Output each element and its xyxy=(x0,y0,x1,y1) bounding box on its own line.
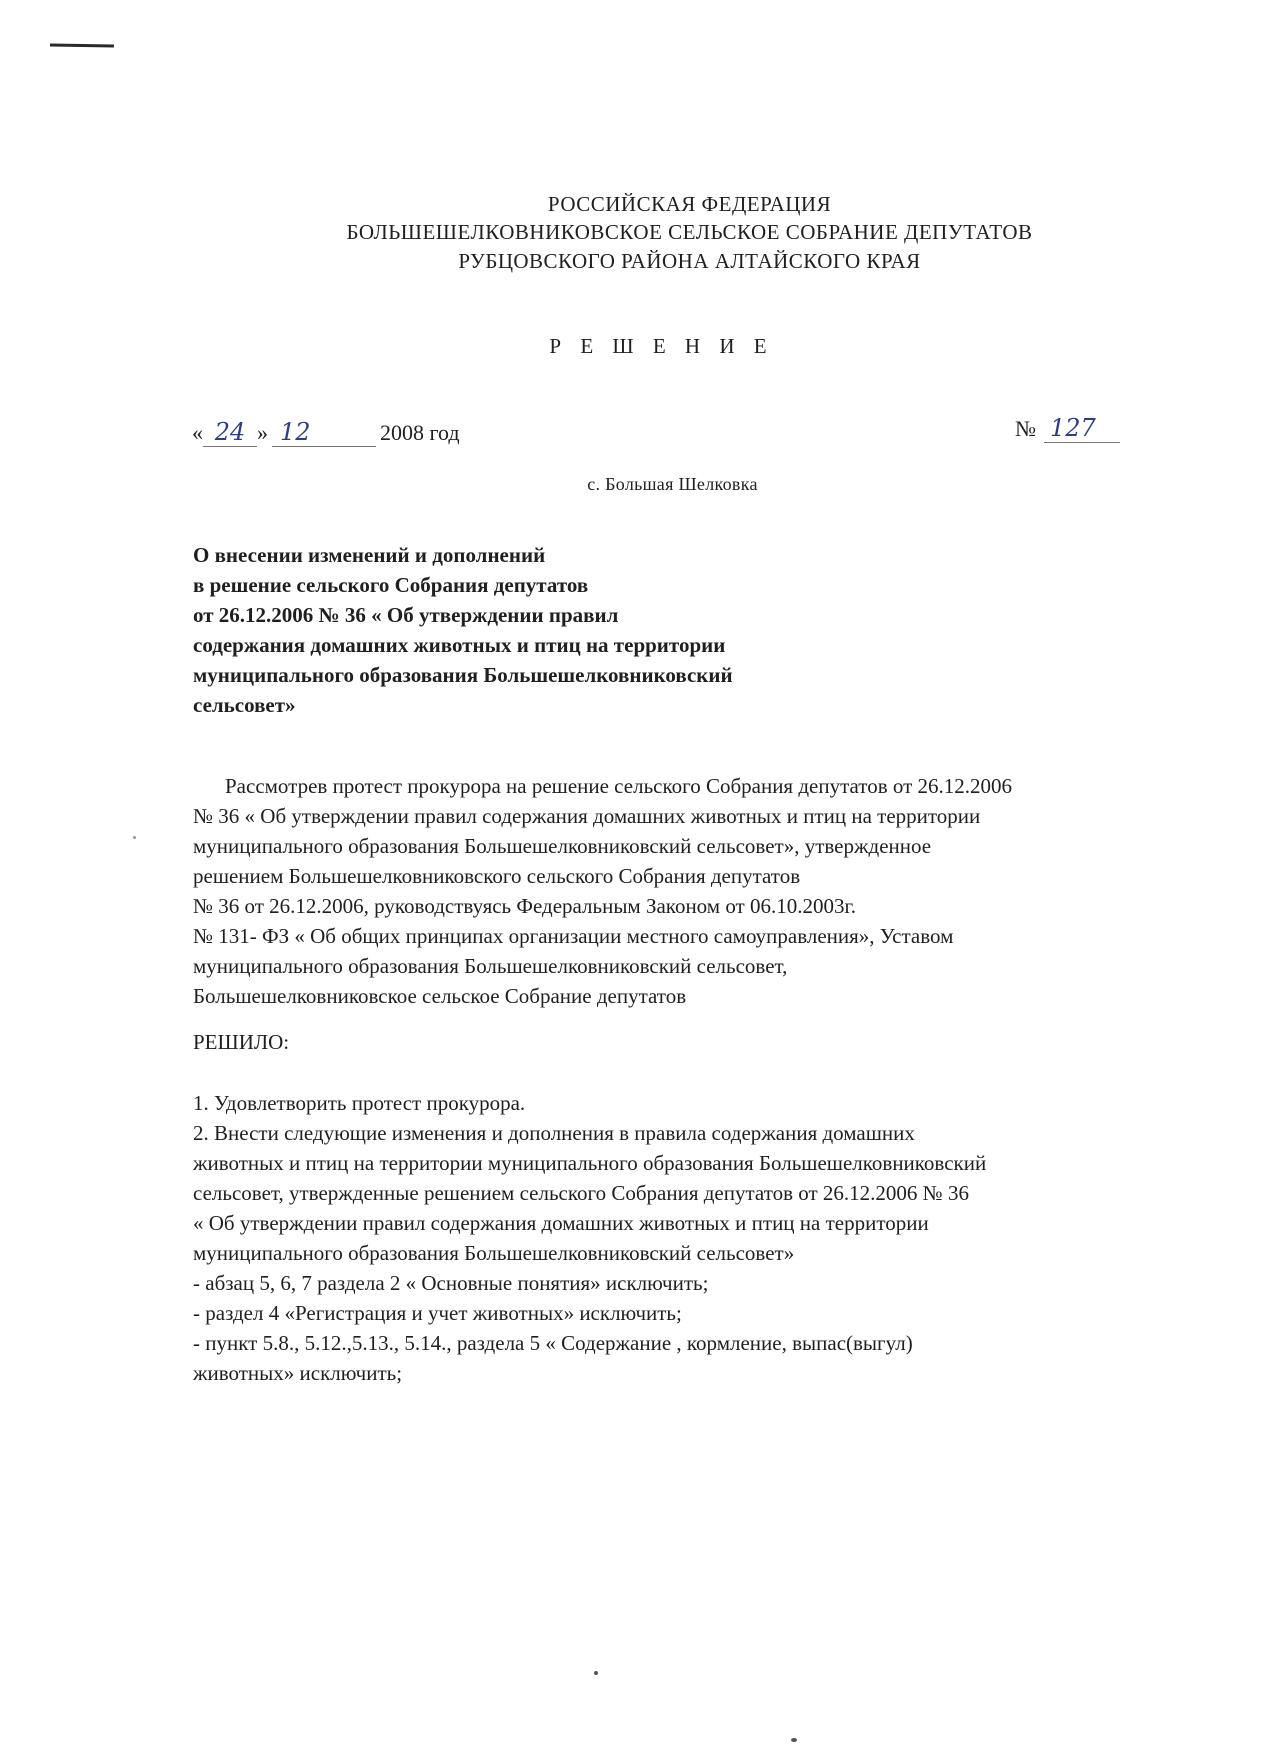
date-year: 2008 год xyxy=(380,420,460,445)
preamble-line: Большешелковниковское сельское Собрание депутатов xyxy=(193,984,687,1008)
header-region: РУБЦОВСКОГО РАЙОНА АЛТАЙСКОГО КРАЯ xyxy=(458,249,921,273)
number-value: 127 xyxy=(1044,414,1120,443)
subject-line: содержания домашних животных и птиц на территории xyxy=(193,633,726,657)
header-country: РОССИЙСКАЯ ФЕДЕРАЦИЯ xyxy=(547,192,832,216)
preamble-line: решением Большешелковниковского сельского Собрания депутатов xyxy=(193,864,801,888)
item-line: сельсовет, утвержденные решением сельского Собрания депутатов от 26.12.2006 № 36 xyxy=(193,1181,969,1205)
scan-artifact-dot xyxy=(133,836,136,839)
subject-line: муниципального образования Большешелковниковский xyxy=(193,663,733,687)
header-assembly: БОЛЬШЕШЕЛКОВНИКОВСКОЕ СЕЛЬСКОЕ СОБРАНИЕ ДЕПУТАТОВ xyxy=(346,220,1033,244)
document-number xyxy=(1015,414,1120,443)
preamble-line: Рассмотрев протест прокурора на решение сельского Собрания депутатов от 26.12.2006 xyxy=(225,774,1013,798)
preamble-line: муниципального образования Большешелковниковский сельсовет, xyxy=(193,954,788,978)
number-label: № xyxy=(1015,416,1036,441)
scan-artifact-dot xyxy=(594,1671,598,1675)
preamble-line: № 36 от 26.12.2006, руководствуясь Федеральным Законом от 06.10.2003г. xyxy=(193,894,856,918)
preamble-line: муниципального образования Большешелковниковский сельсовет», утвержденное xyxy=(193,834,932,858)
subject-line: от 26.12.2006 № 36 « Об утверждении правил xyxy=(193,603,619,627)
date-close-quote: » xyxy=(257,420,268,445)
document-place: с. Большая Шелковка xyxy=(587,474,758,494)
preamble-line: № 131- ФЗ « Об общих принципах организации местного самоуправления», Уставом xyxy=(193,924,954,948)
subject-line: сельсовет» xyxy=(193,693,296,717)
item-line: муниципального образования Большешелковниковский сельсовет» xyxy=(193,1241,795,1265)
item-line: животных и птиц на территории муниципального образования Большешелковниковский xyxy=(193,1151,987,1175)
preamble-line: № 36 « Об утверждении правил содержания домашних животных и птиц на территории xyxy=(193,804,981,828)
date-day: 24 xyxy=(203,418,257,447)
scan-artifact-dot xyxy=(791,1738,797,1742)
item-line: - пункт 5.8., 5.12.,5.13., 5.14., раздела 5 « Содержание , кормление, выпас(выгул) xyxy=(193,1331,913,1355)
date-open-quote: « xyxy=(192,420,203,445)
decision-items xyxy=(193,1088,986,1388)
resolved-heading: РЕШИЛО: xyxy=(193,1030,290,1054)
document-subject xyxy=(193,540,733,720)
subject-line: в решение сельского Собрания депутатов xyxy=(193,573,589,597)
item-line: 1. Удовлетворить протест прокурора. xyxy=(193,1091,526,1115)
document-type: Р Е Ш Е Н И Е xyxy=(549,334,774,358)
item-line: - абзац 5, 6, 7 раздела 2 « Основные понятия» исключить; xyxy=(193,1271,709,1295)
item-line: « Об утверждении правил содержания домашних животных и птиц на территории xyxy=(193,1211,929,1235)
subject-line: О внесении изменений и дополнений xyxy=(193,543,546,567)
scan-artifact-mark xyxy=(50,43,114,47)
item-line: 2. Внести следующие изменения и дополнения в правила содержания домашних xyxy=(193,1121,915,1145)
date-month: 12 xyxy=(272,418,376,447)
document-date xyxy=(192,418,460,447)
preamble-paragraph xyxy=(193,771,1012,1011)
item-line: - раздел 4 «Регистрация и учет животных» исключить; xyxy=(193,1301,682,1325)
item-line: животных» исключить; xyxy=(193,1361,403,1385)
